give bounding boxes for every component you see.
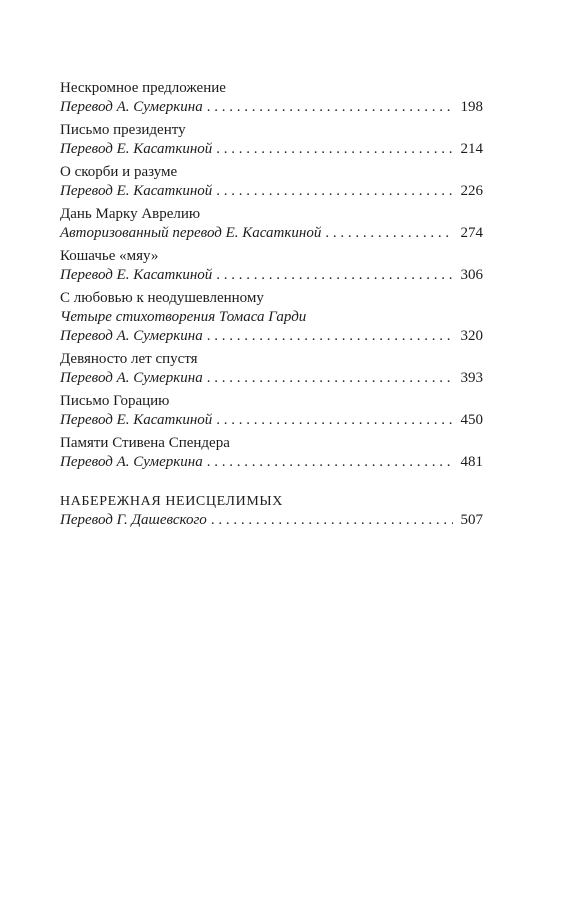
entry-translator-line (60, 266, 483, 285)
entry-translator: Перевод А. Сумеркина (60, 99, 203, 115)
toc-entry (60, 247, 483, 285)
toc-entry (60, 289, 483, 346)
dot-leader (216, 182, 452, 201)
entry-translator: Авторизованный перевод Е. Касаткиной (60, 225, 322, 241)
entry-translator-line (60, 411, 483, 430)
entry-title: Письмо Горацию (60, 393, 170, 409)
entry-page-number: 274 (460, 225, 483, 241)
toc-section (60, 492, 483, 530)
entry-page-number: 198 (460, 99, 483, 115)
dot-leader (207, 453, 453, 472)
entry-title: Кошачье «мяу» (60, 248, 159, 264)
section-spacer (60, 476, 483, 492)
toc-entry (60, 205, 483, 243)
entry-page-number: 306 (460, 267, 483, 283)
toc-entry (60, 434, 483, 472)
entry-translator-line (60, 224, 483, 243)
entry-page-number: 393 (460, 370, 483, 386)
entry-page-number: 320 (460, 328, 483, 344)
section-title: НАБЕРЕЖНАЯ НЕИСЦЕЛИМЫХ (60, 494, 283, 509)
entry-page-number: 214 (460, 141, 483, 157)
entry-translator-line (60, 98, 483, 117)
entry-page-number: 481 (460, 454, 483, 470)
dot-leader (207, 369, 453, 388)
entry-translator: Перевод Е. Касаткиной (60, 183, 213, 199)
section-page-number: 507 (460, 512, 483, 528)
dot-leader (216, 411, 452, 430)
entry-translator-line (60, 453, 483, 472)
toc-entry (60, 79, 483, 117)
entry-translator: Перевод Е. Касаткиной (60, 412, 213, 428)
entry-title: Нескромное предложение (60, 80, 226, 96)
section-translator-line (60, 511, 483, 530)
entry-translator-line (60, 140, 483, 159)
dot-leader (216, 140, 452, 159)
entry-title: С любовью к неодушевленному (60, 290, 264, 306)
table-of-contents (60, 79, 483, 534)
toc-entry (60, 392, 483, 430)
entry-translator: Перевод А. Сумеркина (60, 328, 203, 344)
toc-entry (60, 163, 483, 201)
entry-translator: Перевод А. Сумеркина (60, 370, 203, 386)
dot-leader (325, 224, 452, 243)
entry-title: О скорби и разуме (60, 164, 178, 180)
entry-page-number: 226 (460, 183, 483, 199)
toc-entry (60, 350, 483, 388)
entry-translator: Перевод Е. Касаткиной (60, 141, 213, 157)
entry-title: Письмо президенту (60, 122, 186, 138)
entry-translator: Перевод А. Сумеркина (60, 454, 203, 470)
entry-subtitle: Четыре стихотворения Томаса Гарди (60, 309, 307, 325)
dot-leader (207, 98, 453, 117)
entry-title: Девяносто лет спустя (60, 351, 198, 367)
entry-title: Памяти Стивена Спендера (60, 435, 230, 451)
entry-translator-line (60, 182, 483, 201)
toc-entry (60, 121, 483, 159)
entry-translator: Перевод Е. Касаткиной (60, 267, 213, 283)
entry-title: Дань Марку Аврелию (60, 206, 201, 222)
entry-translator-line (60, 369, 483, 388)
entry-translator-line (60, 327, 483, 346)
dot-leader (216, 266, 452, 285)
dot-leader (211, 511, 453, 530)
section-translator: Перевод Г. Дашевского (60, 512, 207, 528)
entry-page-number: 450 (460, 412, 483, 428)
dot-leader (207, 327, 453, 346)
